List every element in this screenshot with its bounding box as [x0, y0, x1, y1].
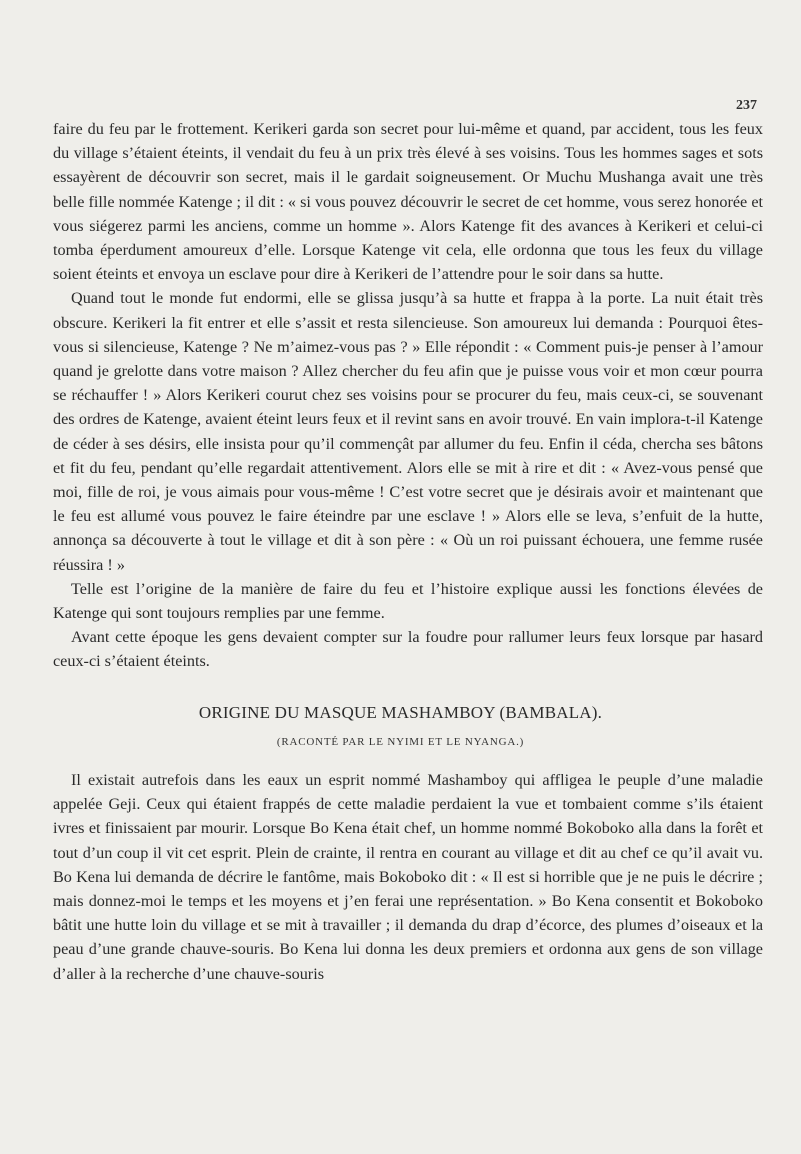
paragraph: Il existait autrefois dans les eaux un esprit nommé Mashamboy qui affligea le peuple d’une maladie appelée Geji. Ceux qui étaient frappés de cette maladie perdaient la vue et tombaient comme s’ils étaient ivres et finissaient par mourir. Lorsque Bo Kena était chef, un homme nommé Bokoboko alla dans la forêt et tout d’un coup il vit cet esprit. Plein de crainte, il rentra en courant au village et dit au chef ce qu’il avait vu. Bo Kena lui demanda de décrire le fantôme, mais Bokoboko dit : « Il est si horrible que je ne puis le décrire ; mais donnez-moi le temps et les moyens et j’en ferai une représentation. » Bo Kena consentit et Bokoboko bâtit une hutte loin du village et se mit à travailler ; il demanda du drap d’écorce, des plumes d’oiseaux et la peau d’une grande chauve-souris. Bo Kena lui donna les deux premiers et ordonna aux gens de son village d’aller à la recherche d’une chauve-souris — [53, 771, 763, 983]
story-text-mask — [53, 768, 763, 986]
page-number: 237 — [736, 98, 757, 113]
story-text-fire — [53, 117, 763, 674]
paragraph: Telle est l’origine de la manière de faire du feu et l’histoire explique aussi les fonctions élevées de Katenge qui sont toujours remplies par une femme. — [53, 579, 763, 623]
section-subtitle: (RACONTÉ PAR LE NYIMI ET LE NYANGA.) — [276, 736, 525, 748]
paragraph: Avant cette époque les gens devaient compter sur la foudre pour rallumer leurs feux lorsque par hasard ceux-ci s’étaient éteints. — [53, 628, 763, 671]
paragraph: Quand tout le monde fut endormi, elle se glissa jusqu’à sa hutte et frappa à la porte. La nuit était très obscure. Kerikeri la fit entrer et elle s’assit et resta silencieuse. Son amoureux lui demanda : Pourquoi êtes-vous si silencieuse, Katenge ? Ne m’aimez-vous pas ? » Elle répondit : « Comment puis-je penser à l’amour quand je grelotte dans votre maison ? Allez chercher du feu afin que je puisse vous voir et mon cœur pourra se réchauffer ! » Alors Kerikeri courut chez ses voisins pour se procurer du feu, mais ceux-ci, se souvenant des ordres de Katenge, avaient éteint leurs feux et il revint sans en avoir trouvé. En vain implora-t-il Katenge de céder à ses désirs, elle insista pour qu’il commençât par allumer du feu. Enfin il céda, chercha ses bâtons et fit du feu, pendant qu’elle regardait attentivement. Alors elle se mit à rire et dit : « Avez-vous pensé que moi, fille de roi, je vous aimais pour vous-même ! C’est votre secret que je désirais avoir et maintenant que le feu est allumé vous pouvez le faire éteindre par une esclave ! » Alors elle se leva, s’enfuit de la hutte, annonça sa découverte à tout le village et dit à son père : « Où un roi puissant échouera, une femme rusée réussira ! » — [53, 289, 763, 574]
section-title: ORIGINE DU MASQUE MASHAMBOY (BAMBALA). — [198, 703, 603, 722]
paragraph: faire du feu par le frottement. Kerikeri garda son secret pour lui-même et quand, par accident, tous les feux du village s’étaient éteints, il vendait du feu à un prix très élevé à ses voisins. Tous les hommes sages et sots essayèrent de découvrir son secret, mais il le gardait soigneusement. Or Muchu Mushanga avait une très belle fille nommée Katenge ; il dit : « si vous pouvez découvrir le secret de cet homme, vous serez honorée et vous siégerez parmi les anciens, comme un homme ». Alors Katenge fit des avances à Kerikeri et celui-ci tomba éperdument amoureux d’elle. Lorsque Katenge vit cela, elle ordonna que tous les feux du village soient éteints et envoya un esclave pour dire à Kerikeri de l’attendre pour le soir dans sa hutte. — [53, 120, 763, 284]
